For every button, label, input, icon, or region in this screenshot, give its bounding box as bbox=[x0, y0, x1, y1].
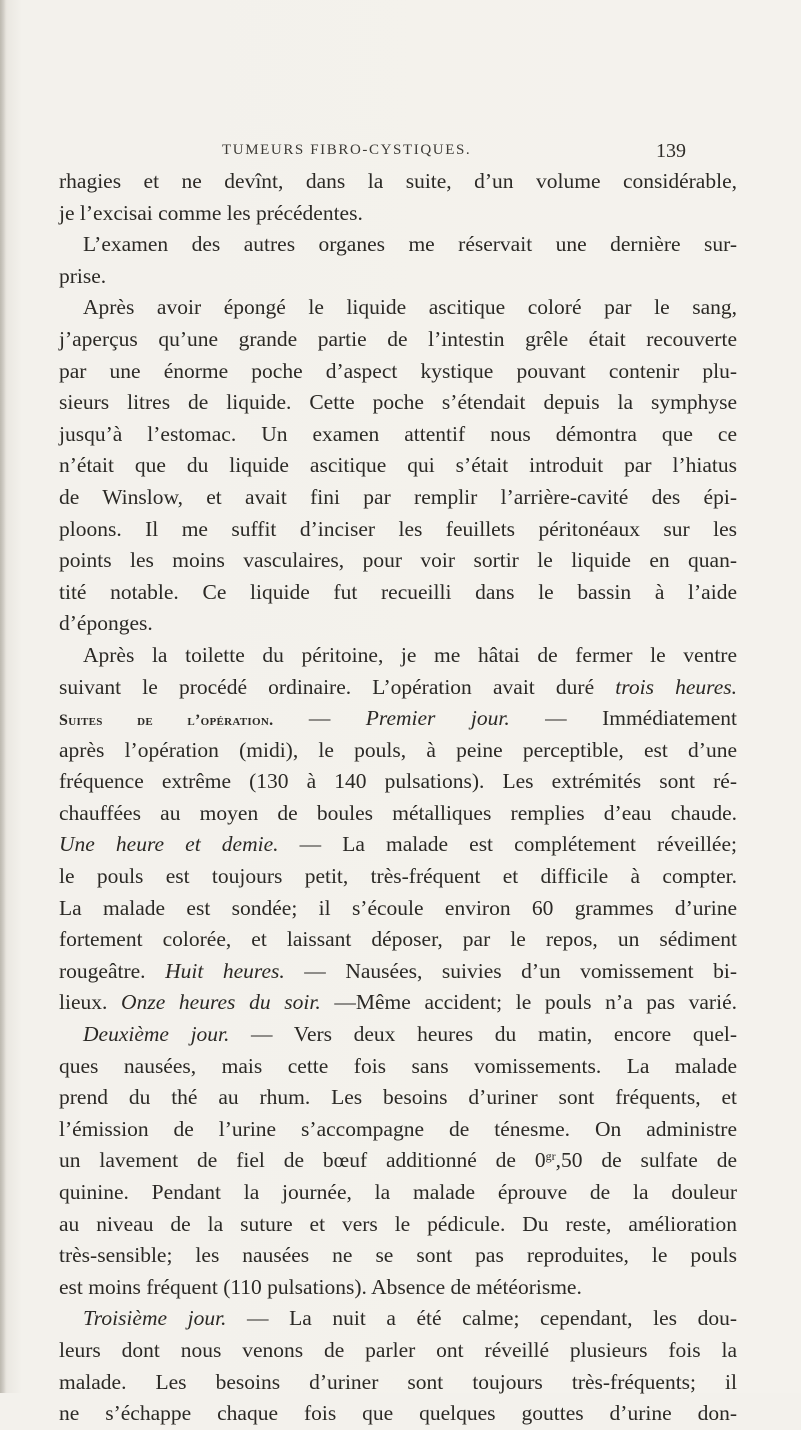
text-run: l’émission de l’urine s’accompagne de ténesme. On administre bbox=[59, 1116, 737, 1141]
italic-run: Onze heures du soir. bbox=[121, 990, 321, 1015]
text-line bbox=[59, 766, 737, 798]
text-run: —Même accident; le pouls n’a pas varié. bbox=[320, 990, 737, 1015]
text-line bbox=[59, 356, 737, 388]
text-run: suivant le procédé ordinaire. L’opération avait duré bbox=[59, 674, 616, 699]
text-run: très-sensible; les nausées ne se sont pas reproduites, le pouls bbox=[59, 1243, 737, 1268]
text-run: — La malade est complétement réveillée; bbox=[278, 832, 737, 857]
text-run: j’aperçus qu’une grande partie de l’intestin grêle était recouverte bbox=[59, 326, 737, 351]
text-run: après l’opération (midi), le pouls, à peine perceptible, est d’une bbox=[59, 737, 737, 762]
text-run: sieurs litres de liquide. Cette poche s’étendait depuis la symphyse bbox=[59, 390, 737, 415]
text-line bbox=[59, 577, 737, 609]
text-run: fortement colorée, et laissant déposer, par le repos, un sédiment bbox=[59, 927, 737, 952]
text-line bbox=[59, 1051, 737, 1083]
italic-run: Huit heures. bbox=[165, 958, 285, 983]
text-run: n’était que du liquide ascitique qui s’était introduit par l’hiatus bbox=[59, 453, 737, 478]
text-run: un lavement de fiel de bœuf additionné de 0 bbox=[59, 1148, 546, 1173]
text-line bbox=[59, 703, 737, 735]
italic-run: Troisième jour. bbox=[83, 1306, 227, 1331]
text-line bbox=[59, 229, 737, 261]
text-run: La malade est sondée; il s’écoule environ 60 grammes d’urine bbox=[59, 895, 737, 920]
text-line bbox=[59, 292, 737, 324]
text-line bbox=[59, 987, 737, 1019]
text-run: points les moins vasculaires, pour voir sortir le liquide en quan- bbox=[59, 548, 737, 573]
text-run: L’examen des autres organes me réservait une dernière sur- bbox=[83, 232, 737, 257]
text-run: au niveau de la suture et vers le pédicule. Du reste, amélioration bbox=[59, 1211, 737, 1236]
text-run: prise. bbox=[59, 263, 107, 288]
italic-run: trois heures. bbox=[615, 674, 737, 699]
text-line bbox=[59, 1114, 737, 1146]
binding-shadow bbox=[0, 0, 6, 1393]
text-run: ploons. Il me suffit d’inciser les feuillets péritonéaux sur les bbox=[59, 516, 737, 541]
text-line bbox=[59, 829, 737, 861]
text-run: est moins fréquent (110 pulsations). Absence de météorisme. bbox=[59, 1274, 582, 1299]
text-run: ne s’échappe chaque fois que quelques gouttes d’urine don- bbox=[59, 1401, 737, 1426]
text-run: — La nuit a été calme; cependant, les dou- bbox=[226, 1306, 737, 1331]
text-run: jusqu’à l’estomac. Un examen attentif nous démontra que ce bbox=[59, 421, 737, 446]
text-line bbox=[59, 482, 737, 514]
text-line bbox=[59, 893, 737, 925]
text-run: par une énorme poche d’aspect kystique pouvant contenir plu- bbox=[59, 358, 737, 383]
text-run: — Immédiatement bbox=[509, 706, 737, 731]
text-line bbox=[59, 672, 737, 704]
text-run: lieux. bbox=[59, 990, 122, 1015]
text-run: Après avoir épongé le liquide ascitique coloré par le sang, bbox=[83, 295, 737, 320]
text-line bbox=[59, 608, 737, 640]
text-run: leurs dont nous venons de parler ont réveillé plusieurs fois la bbox=[59, 1337, 737, 1362]
text-line bbox=[59, 1272, 737, 1304]
text-line bbox=[59, 1303, 737, 1335]
text-run: le pouls est toujours petit, très-fréquent et difficile à compter. bbox=[59, 864, 737, 889]
text-run: — Nausées, suivies d’un vomissement bi- bbox=[284, 958, 738, 983]
text-line bbox=[59, 1145, 737, 1177]
running-head bbox=[222, 140, 686, 166]
text-line bbox=[59, 545, 737, 577]
text-line bbox=[59, 1240, 737, 1272]
text-run: tité notable. Ce liquide fut recueilli dans le bassin à l’aide bbox=[59, 579, 737, 604]
running-title: TUMEURS FIBRO-CYSTIQUES. bbox=[222, 142, 472, 158]
text-run: quinine. Pendant la journée, la malade éprouve de la douleur bbox=[59, 1180, 737, 1204]
text-line bbox=[59, 1335, 737, 1367]
section-heading-run: Suites de l’opération. bbox=[59, 712, 274, 730]
text-run: chauffées au moyen de boules métalliques remplies d’eau chaude. bbox=[59, 800, 737, 825]
text-run: d’éponges. bbox=[59, 611, 153, 636]
text-line bbox=[59, 514, 737, 546]
text-line bbox=[59, 798, 737, 830]
text-line bbox=[59, 1367, 737, 1399]
text-run: je l’excisai comme les précédentes. bbox=[59, 200, 363, 225]
text-line bbox=[59, 261, 737, 293]
text-line bbox=[59, 1209, 737, 1241]
italic-run: Premier jour. bbox=[365, 706, 510, 731]
text-line bbox=[59, 924, 737, 956]
italic-run: Une heure et demie. bbox=[59, 832, 279, 857]
text-line bbox=[59, 324, 737, 356]
text-line bbox=[59, 166, 737, 198]
text-line bbox=[59, 198, 737, 230]
text-line bbox=[59, 419, 737, 451]
text-line bbox=[59, 1398, 737, 1430]
text-run: ques nausées, mais cette fois sans vomissements. La malade bbox=[59, 1053, 737, 1078]
text-line bbox=[59, 640, 737, 672]
text-run: Après la toilette du péritoine, je me hâtai de fermer le ventre bbox=[83, 642, 737, 667]
text-line bbox=[59, 450, 737, 482]
text-line bbox=[59, 861, 737, 893]
text-run: ,50 de sulfate de bbox=[555, 1148, 737, 1173]
text-run: rhagies et ne devînt, dans la suite, d’un volume considérable, bbox=[59, 169, 737, 193]
text-run: fréquence extrême (130 à 140 pulsations). Les extrémités sont ré- bbox=[59, 769, 737, 794]
text-line bbox=[59, 1082, 737, 1114]
italic-run: Deuxième jour. bbox=[83, 1022, 230, 1047]
superscript-run: gr bbox=[545, 1149, 556, 1164]
text-run: — Vers deux heures du matin, encore quel- bbox=[229, 1022, 738, 1047]
text-run: malade. Les besoins d’uriner sont toujours très-fréquents; il bbox=[59, 1369, 737, 1394]
text-line bbox=[59, 956, 737, 988]
text-line bbox=[59, 1019, 737, 1051]
text-line bbox=[59, 387, 737, 419]
body-text bbox=[59, 166, 737, 1430]
text-line bbox=[59, 735, 737, 767]
text-run: prend du thé au rhum. Les besoins d’uriner sont fréquents, et bbox=[59, 1085, 737, 1110]
text-run: — bbox=[273, 706, 366, 731]
page-number: 139 bbox=[656, 140, 686, 162]
text-run: rougeâtre. bbox=[59, 958, 166, 983]
text-line bbox=[59, 1177, 737, 1209]
text-run: de Winslow, et avait fini par remplir l’arrière-cavité des épi- bbox=[59, 484, 737, 509]
